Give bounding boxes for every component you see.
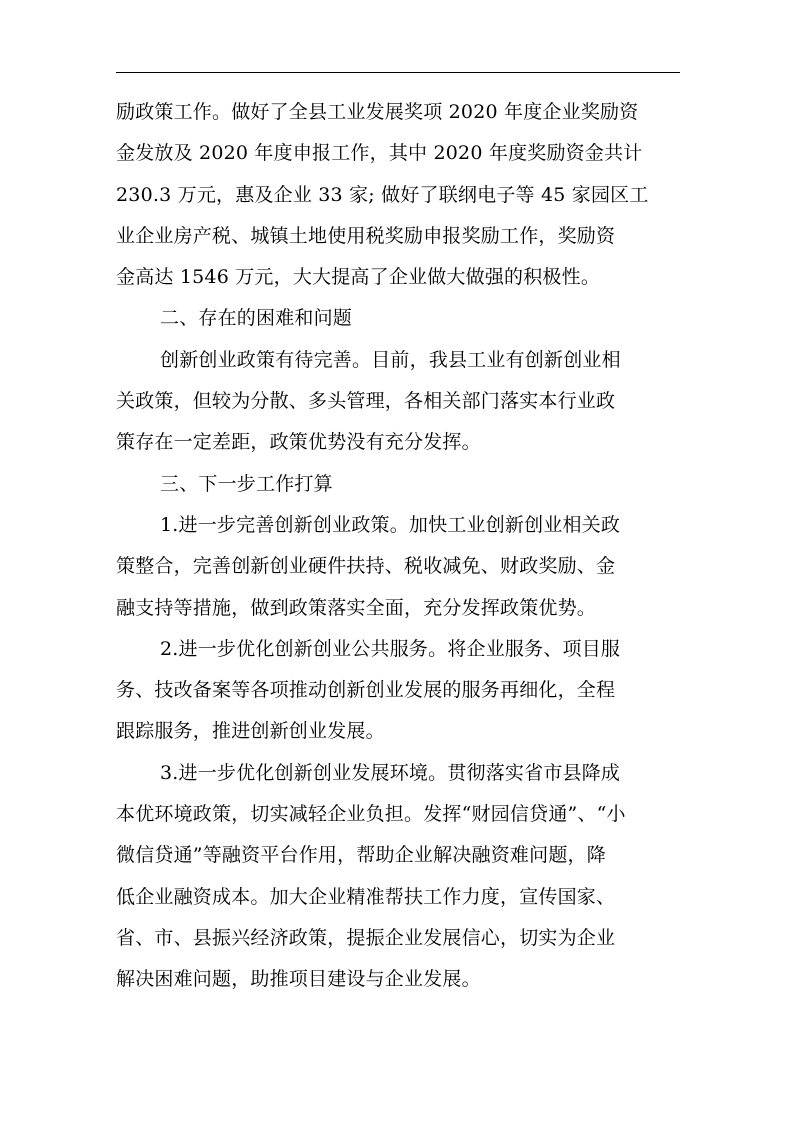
text-line: 3.进一步优化创新创业发展环境。贯彻落实省市县降成 [160, 761, 621, 784]
text-line: 1.进一步完善创新创业政策。加快工业创新创业相关政 [160, 513, 621, 536]
document-body [116, 92, 676, 1001]
text-line: 省、市、县振兴经济政策，提振企业发展信心，切实为企业 [116, 926, 616, 949]
text-line: 策存在一定差距，政策优势没有充分发挥。 [116, 431, 481, 454]
text-line: 策整合，完善创新创业硬件扶持、税收减免、财政奖励、金 [116, 555, 616, 578]
text-line: 励政策工作。做好了全县工业发展奖项 2020 年度企业奖励资 [116, 101, 639, 123]
text-line: 创新创业政策有待完善。目前，我县工业有创新创业相 [160, 348, 621, 371]
text-line: 业企业房产税、城镇土地使用税奖励申报奖励工作，奖励资 [116, 224, 616, 247]
text-line: 微信贷通”等融资平台作用，帮助企业解决融资难问题，降 [116, 844, 606, 867]
text-line: 低企业融资成本。加大企业精准帮扶工作力度，宣传国家、 [116, 885, 616, 908]
text-line: 解决困难问题，助推项目建设与企业发展。 [116, 968, 481, 991]
text-line: 跟踪服务，推进创新创业发展。 [116, 720, 385, 743]
text-line: 融支持等措施，做到政策落实全面，充分发挥政策优势。 [116, 596, 597, 619]
section-heading: 三、下一步工作打算 [160, 472, 333, 495]
section-heading: 二、存在的困难和问题 [160, 307, 353, 330]
text-line: 金发放及 2020 年度申报工作，其中 2020 年度奖励资金共计 [116, 142, 643, 165]
text-line: 务、技改备案等各项推动创新创业发展的服务再细化，全程 [116, 679, 616, 702]
text-line: 2.进一步优化创新创业公共服务。将企业服务、项目服 [160, 637, 621, 660]
text-line: 关政策，但较为分散、多头管理，各相关部门落实本行业政 [116, 390, 616, 413]
text-line: 230.3 万元，惠及企业 33 家; 做好了联纲电子等 45 家园区工 [116, 183, 649, 206]
text-line: 本优环境政策，切实减轻企业负担。发挥“财园信贷通”、“小 [116, 803, 626, 826]
header-rule [116, 72, 680, 73]
text-line: 金高达 1546 万元，大大提高了企业做大做强的积极性。 [116, 266, 601, 289]
